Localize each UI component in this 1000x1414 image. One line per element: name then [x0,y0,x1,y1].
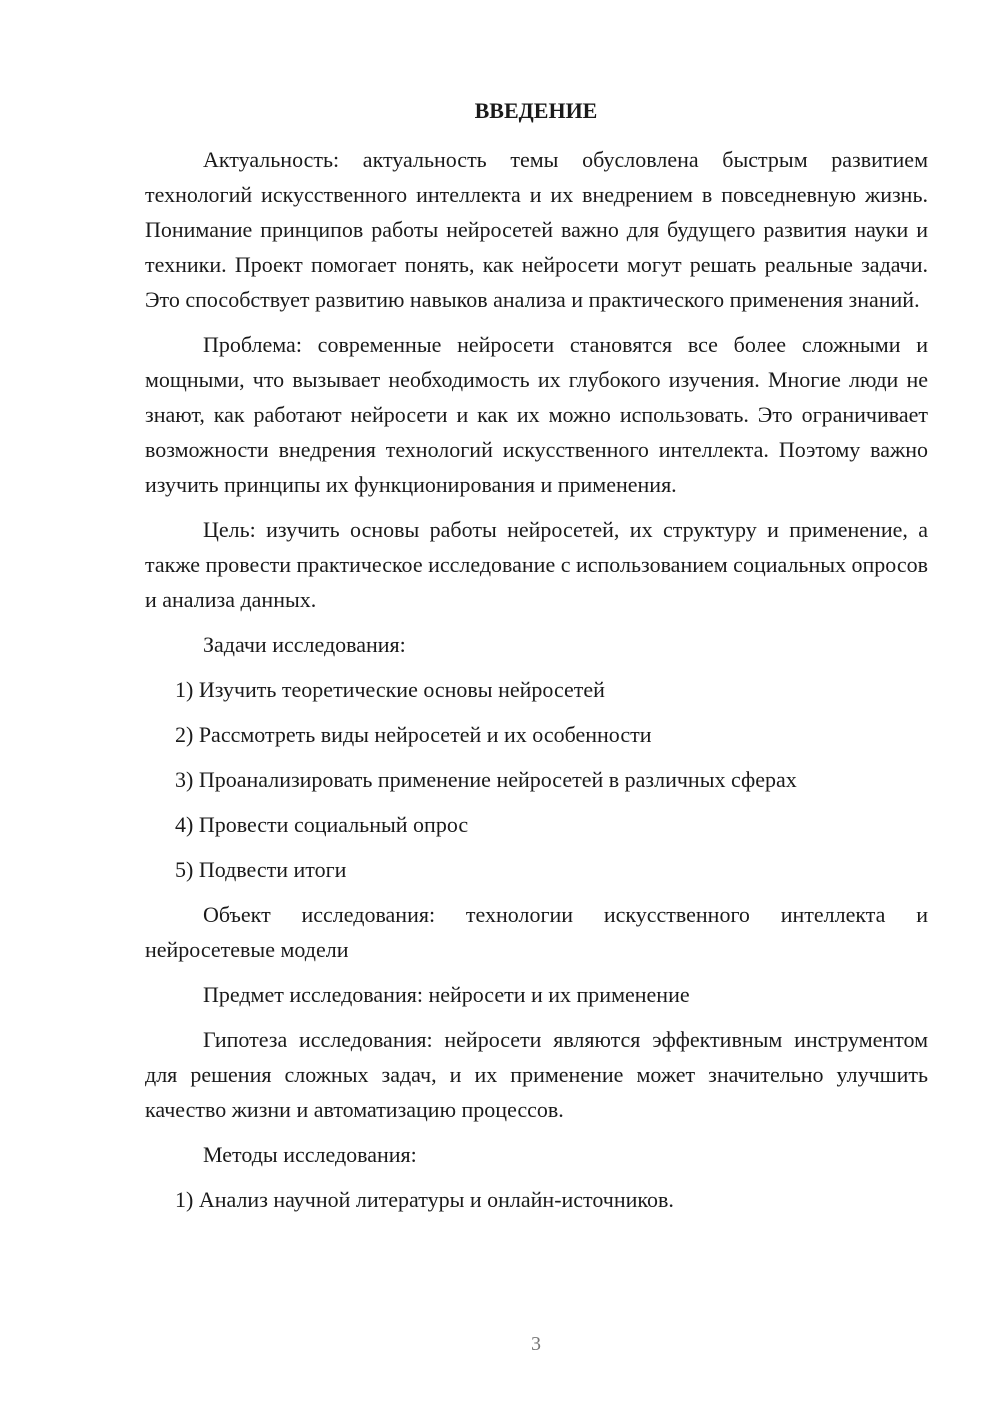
paragraph-subject: Предмет исследования: нейросети и их применение [203,982,690,1007]
paragraph-object: Объект исследования: технологии искусственного интеллекта и нейросетевые модели [145,902,928,962]
paragraph-goal: Цель: изучить основы работы нейросетей, их структуру и применение, а также провести практическое исследование с использованием социальных опросов и анализа данных. [145,517,928,612]
paragraph-relevance: Актуальность: актуальность темы обусловлена быстрым развитием технологий искусственного интеллекта и их внедрением в повседневную жизнь. Понимание принципов работы нейросетей важно для будущего развития науки и техники. Проект помогает понять, как нейросети могут решать реальные задачи. Это способствует развитию навыков анализа и практического применения знаний. [145,147,928,312]
task-item: 5) Подвести итоги [175,857,347,882]
document-body [145,142,928,1227]
task-item: 2) Рассмотреть виды нейросетей и их особенности [175,722,652,747]
task-item: 3) Проанализировать применение нейросетей в различных сферах [175,767,797,792]
method-item: 1) Анализ научной литературы и онлайн-источников. [175,1187,674,1212]
paragraph-problem: Проблема: современные нейросети становятся все более сложными и мощными, что вызывает необходимость их глубокого изучения. Многие люди не знают, как работают нейросети и как их можно использовать. Это ограничивает возможности внедрения технологий искусственного интеллекта. Поэтому важно изучить принципы их функционирования и применения. [145,332,928,497]
task-item: 1) Изучить теоретические основы нейросетей [175,677,605,702]
task-item: 4) Провести социальный опрос [175,812,469,837]
methods-heading: Методы исследования: [203,1142,417,1167]
page-number: 3 [531,1333,541,1355]
tasks-heading: Задачи исследования: [203,632,406,657]
section-title: ВВЕДЕНИЕ [474,98,598,123]
paragraph-hypothesis: Гипотеза исследования: нейросети являются эффективным инструментом для решения сложных задач, и их применение может значительно улучшить качество жизни и автоматизацию процессов. [145,1027,928,1122]
